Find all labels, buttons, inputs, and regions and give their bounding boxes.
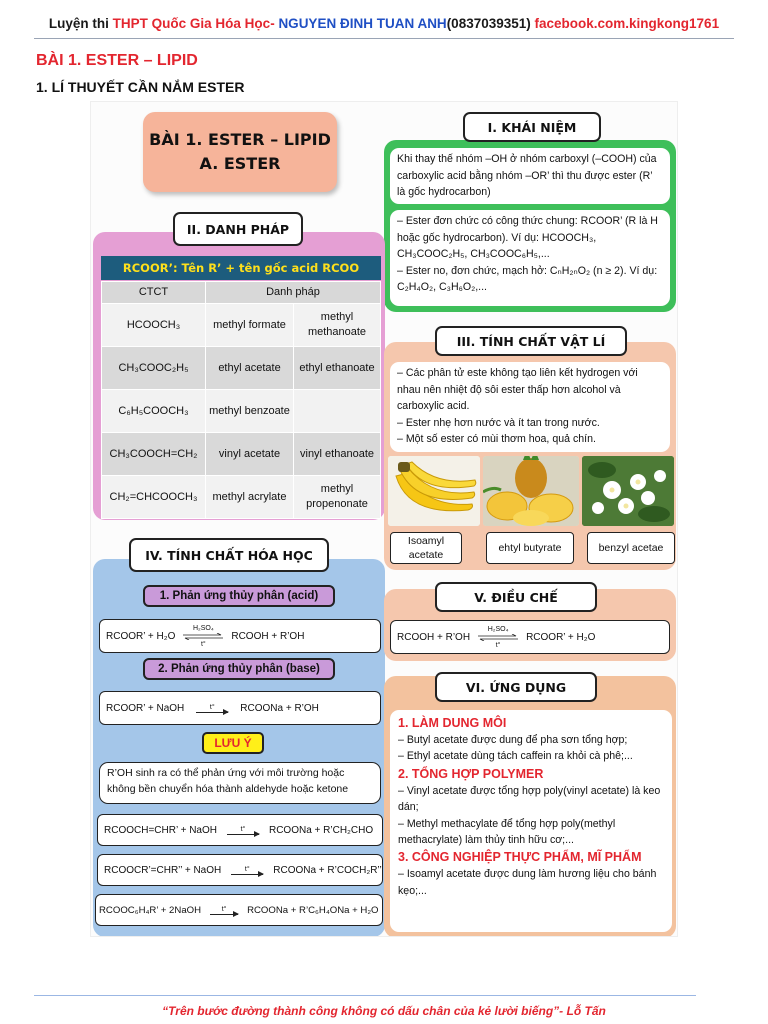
khai-niem-points	[390, 210, 670, 306]
food-cosmetics-heading: 3. CÔNG NGHIỆP THỰC PHẨM, MĨ PHẨM	[398, 850, 642, 865]
base-hydrolysis-label: 2. Phản ứng thủy phân (base)	[143, 658, 335, 680]
table-row	[102, 347, 381, 390]
right-arrow-icon	[231, 874, 263, 875]
benzyl-acetate-label: benzyl acetae	[587, 532, 675, 564]
ketone-forming-equation	[97, 854, 383, 886]
name-cell: vinyl acetate	[206, 433, 294, 476]
eq1-left: RCOOR’ + H₂O	[106, 630, 176, 642]
ung-dung-heading: VI. ỨNG DỤNG	[435, 672, 597, 702]
section-heading: 1. LÍ THUYẾT CẦN NẮM ESTER	[36, 79, 245, 95]
vat-li-point-3: – Một số ester có mùi thơm hoa, quả chín.	[397, 433, 596, 445]
name-cell	[294, 390, 381, 433]
eq1-right: RCOOH + R’OH	[231, 630, 305, 642]
eq5-right: RCOONa + R’C₆H₄ONa + H₂O	[247, 904, 379, 916]
eq1-condition: t°	[200, 640, 206, 648]
eq5-left: RCOOC₆H₄R’ + 2NaOH	[99, 904, 202, 916]
eq2-left: RCOOR’ + NaOH	[106, 702, 185, 714]
formula-cell: CH₂=CHCOOCH₃	[102, 476, 206, 519]
table-header-row	[102, 282, 381, 304]
table-row	[102, 390, 381, 433]
poster-title-card	[143, 112, 337, 192]
eq4-left: RCOOCR’=CHR’’ + NaOH	[104, 864, 222, 876]
eq1-catalyst: H₂SO₄	[192, 624, 214, 632]
formula-cell: HCOOCH₃	[102, 304, 206, 347]
phenyl-ester-equation	[95, 894, 383, 926]
page-header	[0, 16, 768, 31]
vat-li-heading: III. TÍNH CHẤT VẬT LÍ	[435, 326, 627, 356]
vat-li-point-2: – Ester nhẹ hơn nước và ít tan trong nước.	[397, 416, 600, 429]
poster-title-line1: BÀI 1. ESTER – LIPID	[149, 130, 331, 149]
eq3-right: RCOONa + R’CH₂CHO	[268, 824, 374, 836]
pineapple-image	[483, 456, 579, 526]
document-title: BÀI 1. ESTER – LIPID	[36, 52, 198, 69]
acid-hydrolysis-label: 1. Phản ứng thủy phân (acid)	[143, 585, 335, 607]
formula-cell: C₆H₅COOCH₃	[102, 390, 206, 433]
name-cell: methyl propenonate	[294, 476, 381, 519]
dc-condition: t°	[495, 641, 501, 649]
header-phone: (0837039351)	[446, 16, 535, 31]
name-cell: vinyl ethanoate	[294, 433, 381, 476]
name-cell: ethyl acetate	[206, 347, 294, 390]
footer-quote: “Trên bước đường thành công không có dấu chân của kẻ lười biếng”- Lỗ Tấn	[162, 1004, 606, 1018]
equilibrium-arrow	[183, 624, 223, 649]
jasmine-image	[582, 456, 674, 526]
khai-niem-heading: I. KHÁI NIỆM	[463, 112, 601, 142]
enol-ester-equation	[97, 814, 383, 846]
right-arrow-icon	[196, 712, 228, 713]
ung-dung-content	[390, 710, 672, 932]
dc-right: RCOOR’ + H₂O	[526, 631, 596, 643]
esterification-equation	[390, 620, 670, 654]
acid-hydrolysis-equation	[99, 619, 381, 653]
name-cell: ethyl ethanoate	[294, 347, 381, 390]
danh-phap-heading: II. DANH PHÁP	[173, 212, 303, 246]
naming-rule-banner: RCOOR’: Tên R’ + tên gốc acid RCOO	[101, 256, 381, 280]
dieu-che-heading: V. ĐIỀU CHẾ	[435, 582, 597, 612]
ethyl-butyrate-label: ehtyl butyrate	[486, 532, 574, 564]
eq4-right: RCOONa + R’COCH₂R’’	[273, 864, 382, 876]
solvent-point-1: – Butyl acetate được dung để pha sơn tổng hợp;	[398, 734, 628, 746]
col-formula-header: CTCT	[102, 282, 206, 304]
solvent-heading: 1. LÀM DUNG MÔI	[398, 716, 507, 730]
formula-cell: CH₃COOCH=CH₂	[102, 433, 206, 476]
naming-table	[101, 281, 381, 519]
poster-title-line2: A. ESTER	[199, 154, 281, 173]
polymer-point-1: – Vinyl acetate được tổng hợp poly(vinyl acetate) là keo dán;	[398, 784, 661, 814]
table-row	[102, 433, 381, 476]
note-text: R’OH sinh ra có thể phản ứng với môi trường hoặc không bền chuyển hóa thành aldehyde hoặc ketone	[99, 762, 381, 804]
footer-divider	[34, 995, 696, 996]
isoamyl-acetate-label: Isoamyl acetate	[390, 532, 462, 564]
eq2-right: RCOONa + R’OH	[240, 702, 319, 714]
arrow-condition: t°	[221, 905, 227, 913]
danh-phap-panel	[93, 232, 385, 520]
vat-li-point-1: – Các phân tử este không tạo liên kết hydrogen với nhau nên nhiệt độ sôi ester thấp hơn alcohol và carboxylic acid.	[397, 367, 638, 412]
banana-image	[388, 456, 480, 526]
right-arrow-icon	[227, 834, 259, 835]
col-name-header: Danh pháp	[206, 282, 381, 304]
food-cosmetics-point-1: – Isoamyl acetate được dung làm hương liệu cho bánh kẹo;...	[398, 868, 657, 897]
header-prefix: Luyện thi	[48, 16, 113, 31]
dc-left: RCOOH + R’OH	[397, 631, 471, 643]
reaction-arrow	[221, 826, 265, 835]
eq2-condition: t°	[209, 703, 215, 711]
header-divider	[34, 38, 734, 39]
eq3-left: RCOOCH=CHR’ + NaOH	[104, 824, 217, 836]
khai-niem-point-2: – Ester no, đơn chức, mạch hở: CₙH₂ₙO₂ (n ≥ 2). Ví dụ: C₂H₄O₂, C₃H₆O₂,...	[397, 264, 658, 293]
ester-mindmap-poster	[90, 101, 678, 937]
polymer-point-2: – Methyl methacylate để tổng hợp poly(methyl methacrylate) làm thủy tinh hữu cơ;...	[398, 817, 616, 847]
name-cell: methyl methanoate	[294, 304, 381, 347]
vat-li-points	[390, 362, 670, 452]
equilibrium-arrow-icon	[183, 633, 223, 640]
name-cell: methyl benzoate	[206, 390, 294, 433]
header-facebook-link[interactable]: facebook.com.kingkong1761	[534, 16, 720, 31]
note-badge: LƯU Ý	[202, 732, 264, 754]
base-hydrolysis-equation	[99, 691, 381, 725]
arrow-condition: t°	[240, 825, 246, 833]
table-row	[102, 476, 381, 519]
solvent-point-2: – Ethyl acetate dùng tách caffein ra khỏi cà phê;...	[398, 750, 633, 763]
name-cell: methyl acrylate	[206, 476, 294, 519]
arrow-condition: t°	[244, 865, 250, 873]
reaction-arrow	[190, 704, 234, 713]
dc-catalyst: H₂SO₄	[487, 625, 509, 633]
header-author: NGUYEN ĐINH TUAN ANH	[278, 16, 447, 31]
polymer-heading: 2. TỔNG HỢP POLYMER	[398, 766, 544, 781]
hoa-hoc-heading: IV. TÍNH CHẤT HÓA HỌC	[129, 538, 329, 572]
equilibrium-arrow	[478, 625, 518, 650]
formula-cell: CH₃COOC₂H₅	[102, 347, 206, 390]
khai-niem-point-1: – Ester đơn chức có công thức chung: RCOOR’ (R là H hoặc gốc hydrocarbon). Ví dụ: HCOOCH₃, CH₃COOC₂H₅, CH₃COOC₆H₅,...	[397, 215, 658, 260]
name-cell: methyl formate	[206, 304, 294, 347]
header-exam: THPT Quốc Gia Hóa Học-	[112, 16, 279, 31]
table-row	[102, 304, 381, 347]
reaction-arrow	[204, 906, 244, 915]
equilibrium-arrow-icon	[478, 634, 518, 641]
right-arrow-icon	[210, 914, 238, 915]
reaction-arrow	[225, 866, 269, 875]
khai-niem-definition: Khi thay thế nhóm –OH ở nhóm carboxyl (–COOH) của carboxylic acid bằng nhóm –OR’ thì thu được ester (R’ là gốc hydrocarbon)	[390, 148, 670, 204]
